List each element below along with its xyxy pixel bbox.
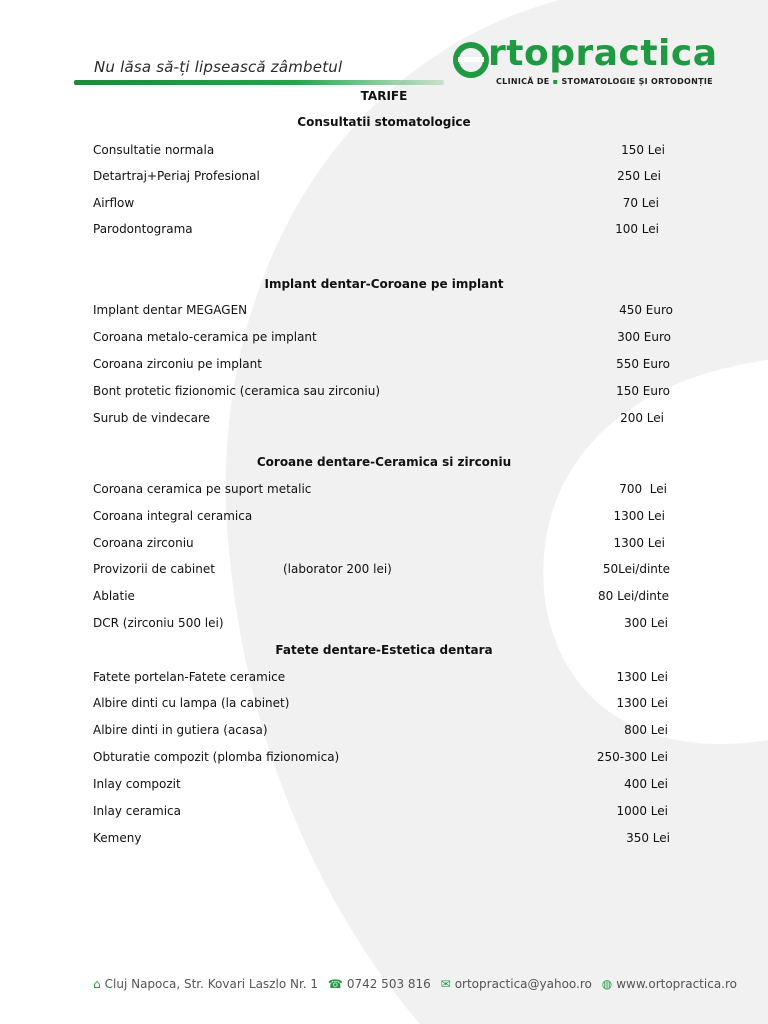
price-row	[93, 509, 673, 527]
service-price: 100 Lei	[615, 222, 659, 236]
logo-subtitle-b: STOMATOLOGIE ȘI ORTODONȚIE	[561, 77, 713, 86]
price-row	[93, 670, 673, 688]
slogan: Nu lăsa să-ți lipsească zâmbetul	[94, 58, 343, 76]
slogan-underline	[74, 80, 444, 85]
logo-subtitle	[496, 77, 713, 86]
service-name: Coroana zirconiu pe implant	[93, 357, 262, 371]
section-heading: Implant dentar-Coroane pe implant	[264, 277, 504, 291]
service-price: 1300 Lei	[613, 509, 665, 523]
service-price: 150 Lei	[621, 143, 665, 157]
price-row	[93, 482, 673, 500]
price-row	[93, 303, 673, 321]
service-price: 250-300 Lei	[596, 750, 668, 764]
section-heading: Consultatii stomatologice	[297, 115, 471, 129]
service-price: 200 Lei	[620, 411, 664, 425]
service-name: Bont protetic fizionomic (ceramica sau zirconiu)	[93, 384, 381, 398]
service-name: Fatete portelan-Fatete ceramice	[93, 670, 286, 684]
price-row	[93, 616, 673, 634]
service-price: 450 Euro	[619, 303, 673, 317]
service-price: 150 Euro	[616, 384, 670, 398]
service-name: Albire dinti in gutiera (acasa)	[93, 723, 268, 737]
price-row	[93, 777, 673, 795]
service-note: (laborator 200 lei)	[283, 562, 392, 576]
service-name: Obturatie compozit (plomba fizionomica)	[93, 750, 340, 764]
service-name: Coroana zirconiu	[93, 536, 194, 550]
price-row	[93, 750, 673, 768]
service-price: 350 Lei	[626, 831, 670, 845]
price-row	[93, 831, 673, 849]
service-price: 800 Lei	[624, 723, 668, 737]
footer-contact	[93, 976, 737, 996]
mail-icon: ✉	[440, 976, 451, 991]
logo-text: rtopractica	[488, 33, 718, 74]
price-row	[93, 196, 673, 214]
service-price: 80 Lei/dinte	[598, 589, 669, 603]
service-name: Inlay compozit	[93, 777, 181, 791]
footer-phone[interactable]: 0742 503 816	[346, 976, 431, 991]
logo-tooth-icon	[452, 40, 492, 80]
service-name: Detartraj+Periaj Profesional	[93, 169, 260, 183]
ortopractica-logo	[452, 33, 718, 90]
home-icon: ⌂	[93, 976, 101, 991]
price-row	[93, 696, 673, 714]
service-name: DCR (zirconiu 500 lei)	[93, 616, 224, 630]
service-name: Provizorii de cabinet	[93, 562, 215, 576]
service-price: 1300 Lei	[616, 696, 668, 710]
price-row	[93, 562, 673, 580]
service-price: 1000 Lei	[616, 804, 668, 818]
footer-website[interactable]: www.ortopractica.ro	[616, 976, 737, 991]
service-price: 400 Lei	[624, 777, 668, 791]
service-price: 1300 Lei	[613, 536, 665, 550]
footer-email[interactable]: ortopractica@yahoo.ro	[454, 976, 592, 991]
service-name: Surub de vindecare	[93, 411, 211, 425]
service-name: Coroana metalo-ceramica pe implant	[93, 330, 317, 344]
service-name: Consultatie normala	[93, 143, 215, 157]
price-row	[93, 330, 673, 348]
price-row	[93, 357, 673, 375]
price-row	[93, 804, 673, 822]
price-row	[93, 723, 673, 741]
service-name: Coroana integral ceramica	[93, 509, 253, 523]
service-name: Implant dentar MEGAGEN	[93, 303, 248, 317]
service-name: Kemeny	[93, 831, 142, 845]
price-row	[93, 589, 673, 607]
price-row	[93, 222, 673, 240]
service-name: Coroana ceramica pe suport metalic	[93, 482, 312, 496]
service-price: 300 Lei	[624, 616, 668, 630]
service-price: 550 Euro	[616, 357, 670, 371]
service-price: 70 Lei	[622, 196, 659, 210]
globe-icon: ◍	[601, 976, 613, 991]
service-name: Albire dinti cu lampa (la cabinet)	[93, 696, 290, 710]
service-name: Parodontograma	[93, 222, 193, 236]
price-row	[93, 411, 673, 429]
price-row	[93, 169, 673, 187]
service-name: Airflow	[93, 196, 135, 210]
page-title: TARIFE	[360, 89, 408, 103]
price-row	[93, 384, 673, 402]
service-price: 250 Lei	[617, 169, 661, 183]
footer-address: Cluj Napoca, Str. Kovari Laszlo Nr. 1	[104, 976, 319, 991]
section-heading: Coroane dentare-Ceramica si zirconiu	[256, 455, 512, 469]
service-price: 1300 Lei	[616, 670, 668, 684]
service-price: 50Lei/dinte	[602, 562, 670, 576]
price-row	[93, 143, 673, 161]
logo-subtitle-a: CLINICĂ DE	[496, 77, 550, 86]
price-row	[93, 536, 673, 554]
section-heading: Fatete dentare-Estetica dentara	[275, 643, 493, 657]
logo-subtitle-separator: ▪	[552, 77, 559, 86]
phone-icon: ☎	[327, 976, 343, 991]
service-name: Ablatie	[93, 589, 135, 603]
service-name: Inlay ceramica	[93, 804, 181, 818]
service-price: 300 Euro	[617, 330, 671, 344]
service-price: 700 Lei	[619, 482, 667, 496]
